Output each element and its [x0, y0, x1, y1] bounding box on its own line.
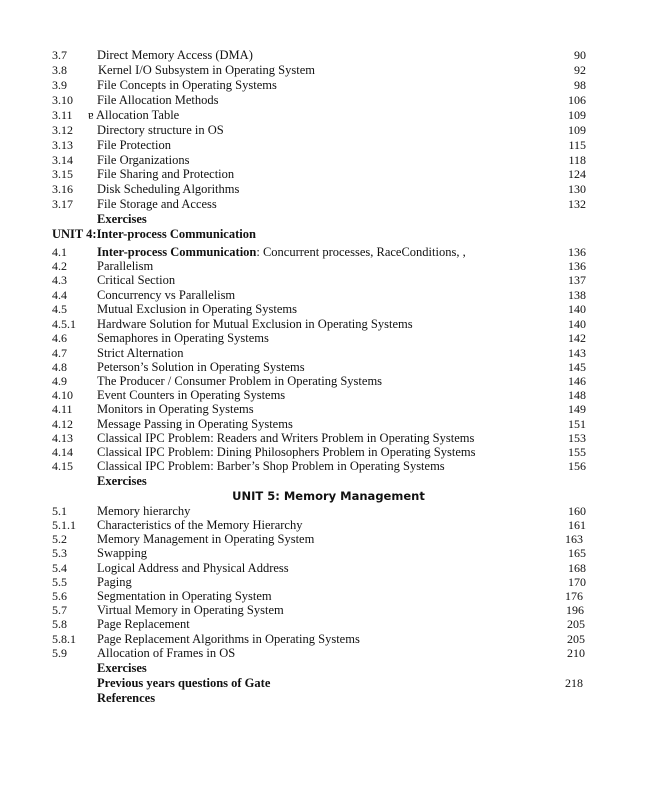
exercises-entry: [0, 660, 657, 676]
entry-title: Hardware Solution for Mutual Exclusion in Operating Systems: [97, 317, 413, 331]
entry-page: 136: [568, 245, 586, 259]
entry-number: 4.11: [52, 402, 73, 416]
entry-number: 5.2: [52, 532, 67, 546]
entry-number: 4.5.1: [52, 317, 76, 331]
entry-number: 5.7: [52, 603, 67, 617]
entry-page: 170: [568, 575, 586, 589]
toc-entry: [0, 77, 657, 93]
unit-heading: [0, 226, 657, 242]
entry-title: Classical IPC Problem: Readers and Writers Problem in Operating Systems: [97, 431, 475, 445]
toc-entry: [0, 401, 657, 417]
entry-page: 155: [568, 445, 586, 459]
entry-title: File Concepts in Operating Systems: [97, 78, 277, 92]
entry-number: 4.7: [52, 346, 67, 360]
entry-page: 92: [574, 63, 586, 77]
entry-number: 3.7: [52, 48, 67, 62]
exercises-entry: [0, 211, 657, 227]
toc-entry: [0, 166, 657, 182]
entry-title: Semaphores in Operating Systems: [97, 331, 269, 345]
unit5-title: UNIT 5: Memory Management: [232, 489, 425, 503]
entry-page: 156: [568, 459, 586, 473]
toc-entry: [0, 330, 657, 346]
entry-page: 137: [568, 273, 586, 287]
entry-number: 4.14: [52, 445, 73, 459]
entry-number: 4.3: [52, 273, 67, 287]
entry-page: 136: [568, 259, 586, 273]
entry-page: 132: [568, 197, 586, 211]
entry-number: 5.1: [52, 504, 67, 518]
entry-number: 5.8.1: [52, 632, 76, 646]
entry-number: 3.13: [52, 138, 73, 152]
toc-entry: [0, 137, 657, 153]
entry-title: Classical IPC Problem: Dining Philosophers Problem in Operating Systems: [97, 445, 476, 459]
entry-title: Strict Alternation: [97, 346, 184, 360]
entry-title: Page Replacement: [97, 617, 190, 631]
toc-entry: [0, 62, 657, 78]
entry-title: The Producer / Consumer Problem in Operating Systems: [97, 374, 383, 388]
entry-page: 151: [568, 417, 586, 431]
gate-questions-title: Previous years questions of Gate: [97, 676, 271, 690]
entry-number: 4.2: [52, 259, 67, 273]
entry-number: 3.14: [52, 153, 73, 167]
toc-entry: [0, 458, 657, 474]
entry-title: Mutual Exclusion in Operating Systems: [97, 302, 297, 316]
entry-page: 146: [568, 374, 586, 388]
entry-number: 5.6: [52, 589, 67, 603]
entry-page: 140: [568, 317, 586, 331]
toc-entry: [0, 645, 657, 661]
entry-title: Virtual Memory in Operating System: [97, 603, 284, 617]
entry-number: 3.11: [52, 108, 73, 122]
toc-entry: [0, 107, 657, 123]
entry-number: 3.9: [52, 78, 67, 92]
entry-number: 4.8: [52, 360, 67, 374]
entry-page: 161: [568, 518, 586, 532]
entry-page: 163: [565, 532, 583, 546]
entry-title: Characteristics of the Memory Hierarchy: [97, 518, 303, 532]
entry-title: Event Counters in Operating Systems: [97, 388, 286, 402]
entry-number: 3.16: [52, 182, 73, 196]
entry-number: 3.15: [52, 167, 73, 181]
toc-entry: [0, 616, 657, 632]
unit4-title: UNIT 4:Inter-process Communication: [52, 227, 256, 241]
entry-title: ɐ Allocation Table: [88, 108, 180, 122]
entry-page: 165: [568, 546, 586, 560]
entry-title: Message Passing in Operating Systems: [97, 417, 293, 431]
entry-title: Memory hierarchy: [97, 504, 191, 518]
entry-number: 5.1.1: [52, 518, 76, 532]
toc-entry: [0, 47, 657, 63]
entry-page: 210: [567, 646, 585, 660]
entry-title: Logical Address and Physical Address: [97, 561, 289, 575]
entry-number: 5.8: [52, 617, 67, 631]
entry-number: 4.4: [52, 288, 67, 302]
entry-title: Disk Scheduling Algorithms: [97, 182, 240, 196]
entry-number: 3.12: [52, 123, 73, 137]
entry-page: 142: [568, 331, 586, 345]
references-entry: [0, 690, 657, 706]
entry-number: 3.8: [52, 63, 67, 77]
entry-title-bold: Inter-process Communication: [97, 245, 257, 259]
entry-page: 130: [568, 182, 586, 196]
entry-number: 3.10: [52, 93, 73, 107]
entry-page: 115: [568, 138, 586, 152]
entry-title: Concurrency vs Parallelism: [97, 288, 236, 302]
entry-number: 4.9: [52, 374, 67, 388]
entry-page: 90: [574, 48, 586, 62]
entry-title: Parallelism: [97, 259, 154, 273]
entry-title: File Allocation Methods: [97, 93, 219, 107]
entry-number: 4.5: [52, 302, 67, 316]
entry-page: 205: [567, 617, 585, 631]
entry-title: Segmentation in Operating System: [97, 589, 272, 603]
entry-title: Allocation of Frames in OS: [97, 646, 236, 660]
entry-page: 109: [568, 108, 586, 122]
toc-entry: [0, 196, 657, 212]
entry-number: 5.3: [52, 546, 67, 560]
exercises-label: Exercises: [97, 661, 147, 675]
entry-number: 3.17: [52, 197, 73, 211]
entry-title: File Storage and Access: [97, 197, 217, 211]
entry-page: 160: [568, 504, 586, 518]
entry-page: 124: [568, 167, 586, 181]
entry-title: File Sharing and Protection: [97, 167, 235, 181]
entry-page: 138: [568, 288, 586, 302]
entry-title: File Protection: [97, 138, 171, 152]
entry-title: Page Replacement Algorithms in Operating Systems: [97, 632, 360, 646]
toc-entry: [0, 272, 657, 288]
entry-title: Classical IPC Problem: Barber’s Shop Problem in Operating Systems: [97, 459, 445, 473]
entry-title: Monitors in Operating Systems: [97, 402, 254, 416]
entry-number: 5.5: [52, 575, 67, 589]
references-label: References: [97, 691, 156, 705]
exercises-label: Exercises: [97, 474, 147, 488]
entry-title: Paging: [97, 575, 132, 589]
entry-page: 153: [568, 431, 586, 445]
entry-number: 4.1: [52, 245, 67, 259]
unit-heading: [0, 488, 657, 504]
entry-page: 168: [568, 561, 586, 575]
entry-title-rest: : Concurrent processes, RaceConditions, ,: [256, 245, 466, 259]
exercises-label: Exercises: [97, 212, 147, 226]
entry-title: Swapping: [97, 546, 147, 560]
entry-page: 140: [568, 302, 586, 316]
entry-page: 118: [568, 153, 586, 167]
entry-page: 148: [568, 388, 586, 402]
entry-page: 109: [568, 123, 586, 137]
gate-questions-entry: [0, 675, 657, 691]
entry-number: 4.13: [52, 431, 73, 445]
entry-page: 218: [565, 676, 583, 690]
entry-page: 205: [567, 632, 585, 646]
entry-page: 143: [568, 346, 586, 360]
entry-number: 4.15: [52, 459, 73, 473]
entry-page: 106: [568, 93, 586, 107]
entry-page: 145: [568, 360, 586, 374]
entry-number: 5.9: [52, 646, 67, 660]
entry-title: Critical Section: [97, 273, 176, 287]
entry-page: 149: [568, 402, 586, 416]
toc-entry: [0, 545, 657, 561]
entry-page: 98: [574, 78, 586, 92]
entry-number: 4.6: [52, 331, 67, 345]
entry-page: 176: [565, 589, 583, 603]
toc-entry: [0, 122, 657, 138]
toc-entry: [0, 92, 657, 108]
entry-number: 4.10: [52, 388, 73, 402]
exercises-entry: [0, 473, 657, 489]
entry-title: Memory Management in Operating System: [97, 532, 315, 546]
entry-title: File Organizations: [97, 153, 190, 167]
entry-number: 5.4: [52, 561, 67, 575]
toc-entry: [0, 181, 657, 197]
entry-title: Peterson’s Solution in Operating Systems: [97, 360, 305, 374]
toc-entry: [0, 301, 657, 317]
entry-title: Direct Memory Access (DMA): [97, 48, 253, 62]
entry-number: 4.12: [52, 417, 73, 431]
entry-page: 196: [566, 603, 584, 617]
entry-title: Kernel I/O Subsystem in Operating System: [98, 63, 315, 77]
entry-title: Directory structure in OS: [97, 123, 224, 137]
